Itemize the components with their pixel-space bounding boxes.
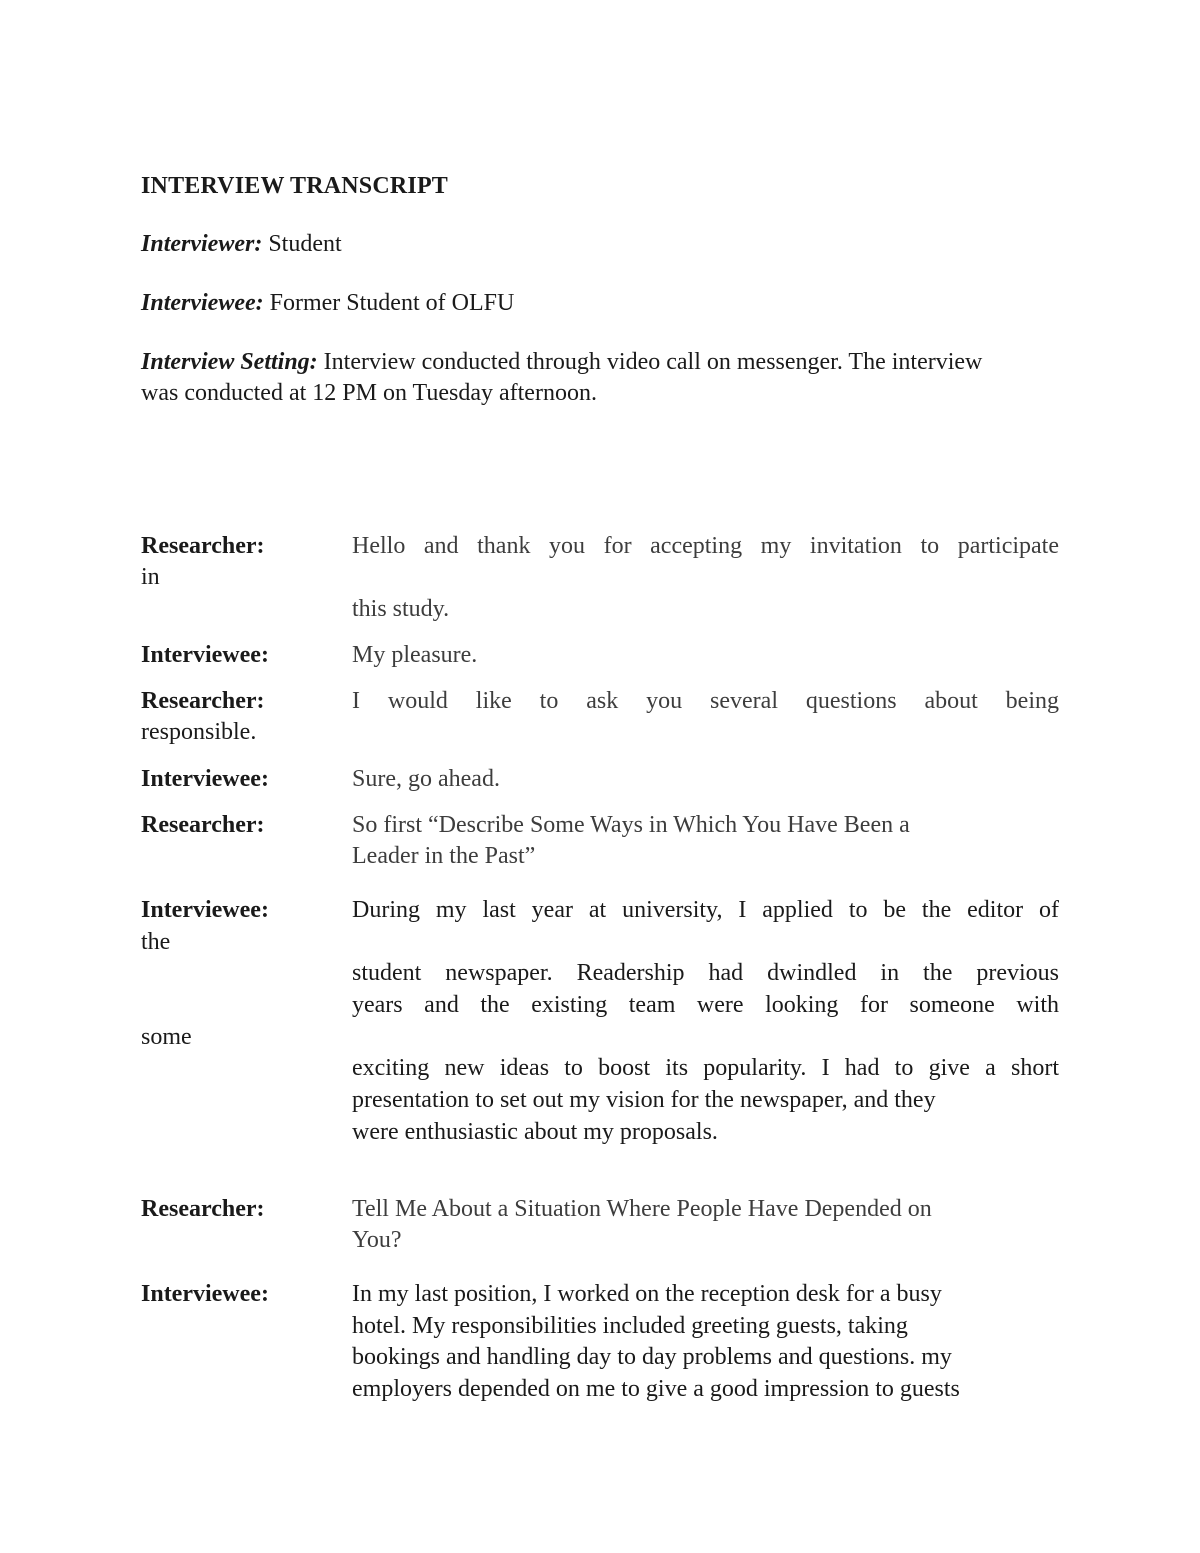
wrapped-word: the [141,929,171,955]
document-title: INTERVIEW TRANSCRIPT [141,173,449,199]
wrapped-word: some [141,1024,192,1050]
turn-text-line: were enthusiastic about my proposals. [352,1119,718,1145]
setting-value: Interview conducted through video call on messenger. The interview was conducted at 12 PM on Tuesday afternoon. [141,349,983,406]
interviewer-label: Interviewer: [141,231,263,257]
turn-text-line: I would like to ask you several questions about being [352,688,1059,714]
turn-text-line: Leader in the Past” [352,843,536,869]
speaker-label-researcher: Researcher: [141,1196,265,1222]
turn-text-line: Sure, go ahead. [352,766,500,792]
speaker-label-researcher: Researcher: [141,688,265,714]
speaker-label-interviewee: Interviewee: [141,1281,269,1307]
turn-text-line: Hello and thank you for accepting my invitation to participate [352,533,1059,559]
turn-text-line: In my last position, I worked on the reception desk for a busy [352,1281,942,1307]
speaker-label-interviewee: Interviewee: [141,766,269,792]
turn-text-line: hotel. My responsibilities included greeting guests, taking [352,1313,908,1339]
interviewee-line [141,288,1059,319]
speaker-label-interviewee: Interviewee: [141,642,269,668]
turn-text-line: presentation to set out my vision for the newspaper, and they [352,1087,936,1113]
turn-text-line: exciting new ideas to boost its popularity. I had to give a short [352,1055,1059,1081]
setting-label: Interview Setting: [141,349,318,375]
turn-text-line: You? [352,1227,402,1253]
interviewee-value: Former Student of OLFU [263,290,515,316]
turn-text-line: My pleasure. [352,642,478,668]
turn-text-line: student newspaper. Readership had dwindled in the previous [352,960,1059,986]
interviewer-line [141,229,1059,260]
turn-text-line: this study. [352,596,450,622]
turn-text-line: So first “Describe Some Ways in Which You Have Been a [352,812,910,838]
interview-setting-line [141,347,1011,409]
turn-text-line: During my last year at university, I applied to be the editor of [352,897,1059,923]
speaker-label-researcher: Researcher: [141,812,265,838]
speaker-label-interviewee: Interviewee: [141,897,269,923]
turn-text-line: bookings and handling day to day problems and questions. my [352,1344,952,1370]
turn-text-line: years and the existing team were looking for someone with [352,992,1059,1018]
wrapped-word: responsible. [141,719,257,745]
turn-text-line: employers depended on me to give a good impression to guests [352,1376,960,1402]
turn-text-line: Tell Me About a Situation Where People Have Depended on [352,1196,932,1222]
wrapped-word: in [141,564,160,590]
interviewer-value: Student [262,231,342,257]
interviewee-label: Interviewee: [141,290,264,316]
speaker-label-researcher: Researcher: [141,533,265,559]
